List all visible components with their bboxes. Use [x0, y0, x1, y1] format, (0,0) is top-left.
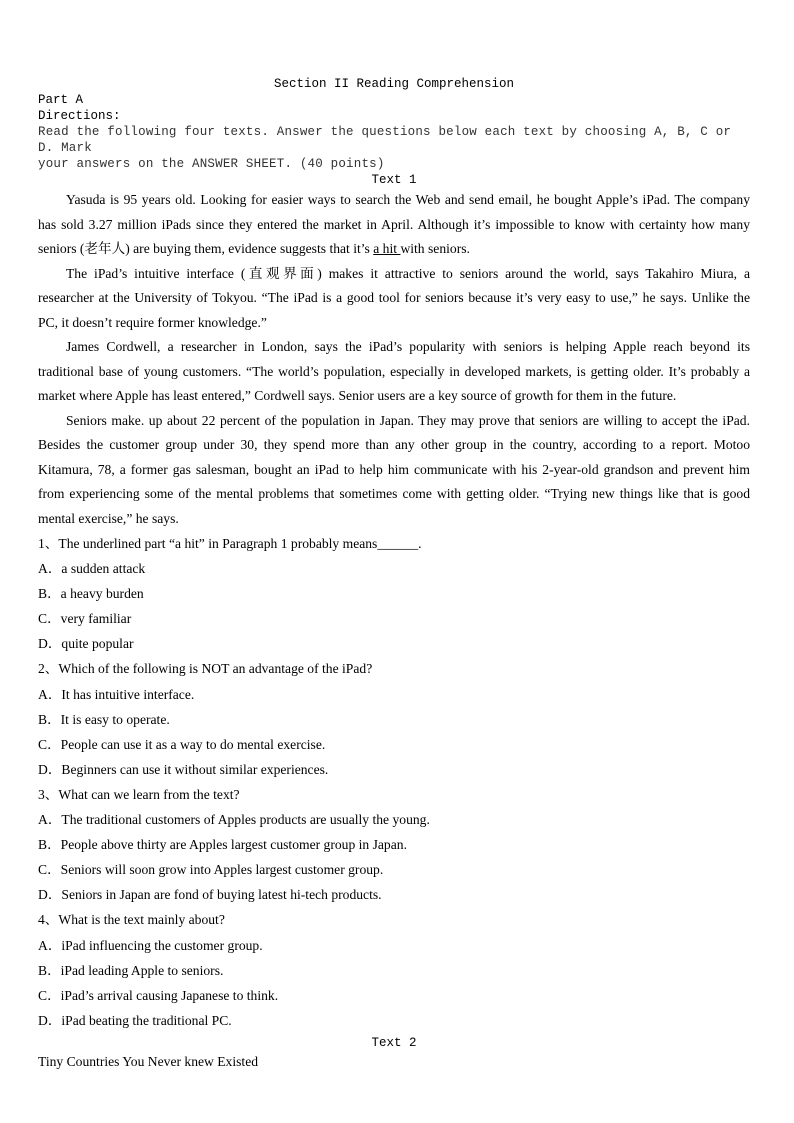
text2-subtitle: Tiny Countries You Never knew Existed [38, 1053, 259, 1069]
document-page [38, 76, 750, 1073]
question-stem: 4、What is the text mainly about? [38, 912, 225, 928]
paragraph-line: mental exercise,” he says. [38, 510, 179, 526]
paragraph-line: Besides the customer group under 30, they spend more than any other group in the country, according to a report. Motoo [38, 437, 750, 452]
question [38, 907, 750, 1032]
answer-option: C．iPad’s arrival causing Japanese to think. [38, 987, 279, 1003]
paragraph-line: from experiencing some of the mental problems that sometimes come with getting older. “Trying new things like that is good [38, 486, 750, 501]
answer-option: B．iPad leading Apple to seniors. [38, 962, 224, 978]
question [38, 656, 750, 781]
answer-option: B．People above thirty are Apples largest customer group in Japan. [38, 837, 407, 853]
paragraph-line: Seniors make. up about 22 percent of the population in Japan. They may prove that seniors are willing to accept the iPad. [66, 412, 750, 428]
paragraph-line: The iPad’s intuitive interface (直观界面) makes it attractive to seniors around the world, says Takahiro Miura, a [66, 265, 750, 281]
text: with seniors. [400, 241, 470, 256]
answer-option: D．iPad beating the traditional PC. [38, 1012, 232, 1028]
question [38, 782, 750, 907]
paragraph-line: market where Apple has least entered,” Cordwell says. Senior users are a key source of growth for them in the future. [38, 388, 677, 403]
answer-option: B．a heavy burden [38, 586, 144, 602]
answer-option: C．Seniors will soon grow into Apples largest customer group. [38, 862, 384, 878]
answer-option: D．Beginners can use it without similar experiences. [38, 761, 329, 777]
part-label: Part A [38, 93, 84, 107]
question-stem: 2、Which of the following is NOT an advantage of the iPad? [38, 661, 373, 677]
answer-option: A．The traditional customers of Apples products are usually the young. [38, 812, 430, 828]
answer-option: A．It has intuitive interface. [38, 686, 195, 702]
text: seniors (老年人) are buying them, evidence suggests that it’s [38, 241, 374, 256]
paragraph-line: traditional base of young customers. “The world’s population, especially in developed markets, is getting older. It’s probably a [38, 363, 750, 379]
directions-line: your answers on the ANSWER SHEET. (40 points) [38, 157, 385, 171]
text1-body [38, 188, 750, 1033]
paragraph-line: has sold 3.27 million iPads since they entered the market in April. Although it’s impossible to know with certainty how many [38, 216, 750, 232]
question [38, 531, 750, 656]
answer-option: B．It is easy to operate. [38, 711, 170, 727]
paragraph [38, 188, 750, 262]
paragraph-line: Kitamura, 78, a former gas salesman, bought an iPad to help him communicate with his 2-year-old grandson and prevent him [38, 461, 750, 477]
question-stem: 3、What can we learn from the text? [38, 786, 240, 802]
paragraph-line: PC, it doesn’t require former knowledge.” [38, 314, 267, 330]
text1-title: Text 1 [371, 173, 417, 187]
answer-option: C．very familiar [38, 611, 132, 627]
answer-option: C．People can use it as a way to do mental exercise. [38, 736, 326, 752]
underlined-phrase: a hit [373, 241, 401, 256]
paragraph [38, 262, 750, 336]
paragraph [38, 335, 750, 409]
answer-option: D．Seniors in Japan are fond of buying latest hi-tech products. [38, 887, 382, 903]
paragraph-line: James Cordwell, a researcher in London, says the iPad’s popularity with seniors is helping Apple reach beyond its [66, 339, 750, 354]
answer-option: A．iPad influencing the customer group. [38, 937, 263, 953]
directions-line: Read the following four texts. Answer the questions below each text by choosing A, B, C or D. Mark [38, 125, 732, 155]
paragraph-line: Yasuda is 95 years old. Looking for easier ways to search the Web and send email, he bought Apple’s iPad. The company [66, 192, 750, 207]
answer-option: D．quite popular [38, 636, 134, 652]
question-stem: 1、The underlined part “a hit” in Paragraph 1 probably means______. [38, 536, 422, 551]
section-title: Section II Reading Comprehension [273, 77, 515, 91]
paragraph-line [38, 237, 750, 262]
directions-label: Directions: [38, 109, 121, 123]
paragraph-line: researcher at the University of Tokyou. “The iPad is a good tool for seniors because it’s very easy to use,” he says. Unlike the [38, 290, 750, 305]
answer-option: A．a sudden attack [38, 561, 146, 577]
paragraph [38, 409, 750, 532]
text2-title: Text 2 [371, 1035, 417, 1050]
